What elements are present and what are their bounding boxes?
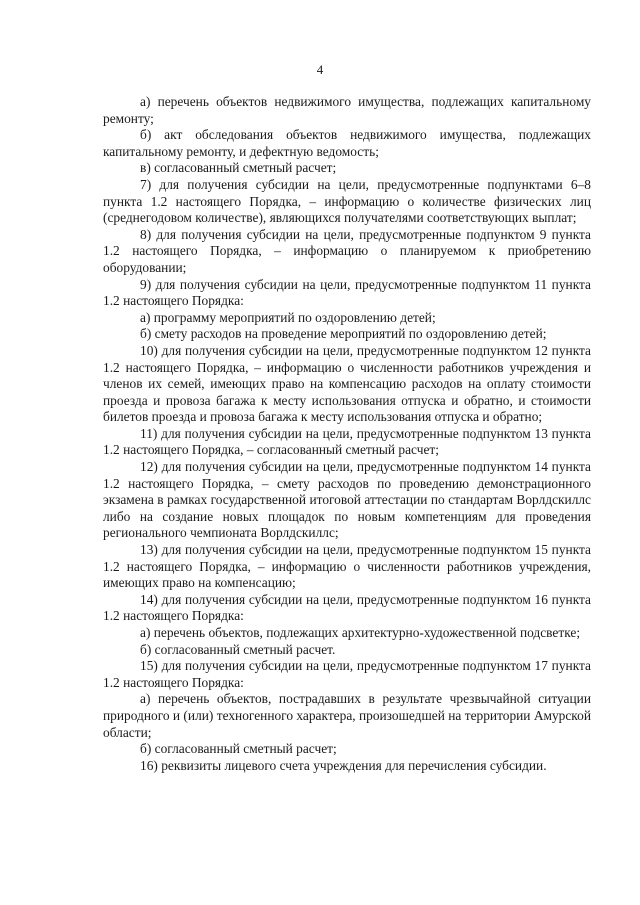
paragraph-item-b-act: б) акт обследования объектов недвижимого имущества, подлежащих капитальному ремонту, и дефектную ведомость; <box>103 127 591 159</box>
paragraph-item-8: 8) для получения субсидии на цели, предусмотренные подпунктом 9 пункта 1.2 настоящего Порядка, – информацию о планируемом к приобретению оборудовании; <box>103 226 591 275</box>
paragraph-item-15: 15) для получения субсидии на цели, предусмотренные подпунктом 17 пункта 1.2 настоящего Порядка: <box>103 658 591 690</box>
paragraph-item-9a: а) программу мероприятий по оздоровлению детей; <box>140 309 436 325</box>
paragraph-item-15b: б) согласованный сметный расчет; <box>140 741 337 757</box>
paragraph-item-14a: а) перечень объектов, подлежащих архитектурно-художественной подсветке; <box>140 625 581 640</box>
paragraph-item-7: 7) для получения субсидии на цели, предусмотренные подпунктами 6–8 пункта 1.2 настоящего Порядка, – информацию о количестве физических лиц (среднегодовом количестве), являющихся получателями соответствующих выплат; <box>103 176 591 226</box>
paragraph-item-14b: б) согласованный сметный расчет. <box>140 641 336 657</box>
paragraph-item-13: 13) для получения субсидии на цели, предусмотренные подпунктом 15 пункта 1.2 настоящего Порядка, – информацию о численности работников учреждения, имеющих право на компенсацию; <box>103 542 591 591</box>
paragraph-item-12: 12) для получения субсидии на цели, предусмотренные подпунктом 14 пункта 1.2 настоящего Порядка, – смету расходов по проведению демонстрационного экзамена в рамках государственной итоговой аттестации по стандартам Ворлдскиллс либо на создание новых площадок по новым компетенциям для проведения регионального чемпионата Ворлдскиллс; <box>103 459 591 541</box>
paragraph-item-10: 10) для получения субсидии на цели, предусмотренные подпунктом 12 пункта 1.2 настоящего Порядка, – информацию о численности работников учреждения и членов их семей, имеющих право на компенсацию расходов на оплату стоимости проезда и провоза багажа к месту использования отпуска и обратно, и стоимости билетов проезда и провоза багажа к месту использования отпуска и обратно; <box>103 342 591 425</box>
paragraph-item-9b: б) смету расходов на проведение мероприятий по оздоровлению детей; <box>140 326 547 342</box>
paragraph-item-a-list: а) перечень объектов недвижимого имущества, подлежащих капитальному ремонту; <box>103 94 591 126</box>
paragraph-item-11: 11) для получения субсидии на цели, предусмотренные подпунктом 13 пункта 1.2 настоящего Порядка, – согласованный сметный расчет; <box>103 425 591 458</box>
paragraph-item-16: 16) реквизиты лицевого счета учреждения для перечисления субсидии. <box>140 757 547 773</box>
paragraph-item-v-estimate: в) согласованный сметный расчет; <box>140 160 337 176</box>
paragraph-item-9: 9) для получения субсидии на цели, предусмотренные подпунктом 11 пункта 1.2 настоящего Порядка: <box>103 276 591 309</box>
document-body <box>103 94 591 774</box>
paragraph-item-15a: а) перечень объектов, пострадавших в результате чрезвычайной ситуации природного и (или) техногенного характера, произошедшей на территории Амурской области; <box>103 691 591 740</box>
paragraph-item-14: 14) для получения субсидии на цели, предусмотренные подпунктом 16 пункта 1.2 настоящего Порядка: <box>103 591 591 624</box>
page-number: 4 <box>316 62 324 77</box>
